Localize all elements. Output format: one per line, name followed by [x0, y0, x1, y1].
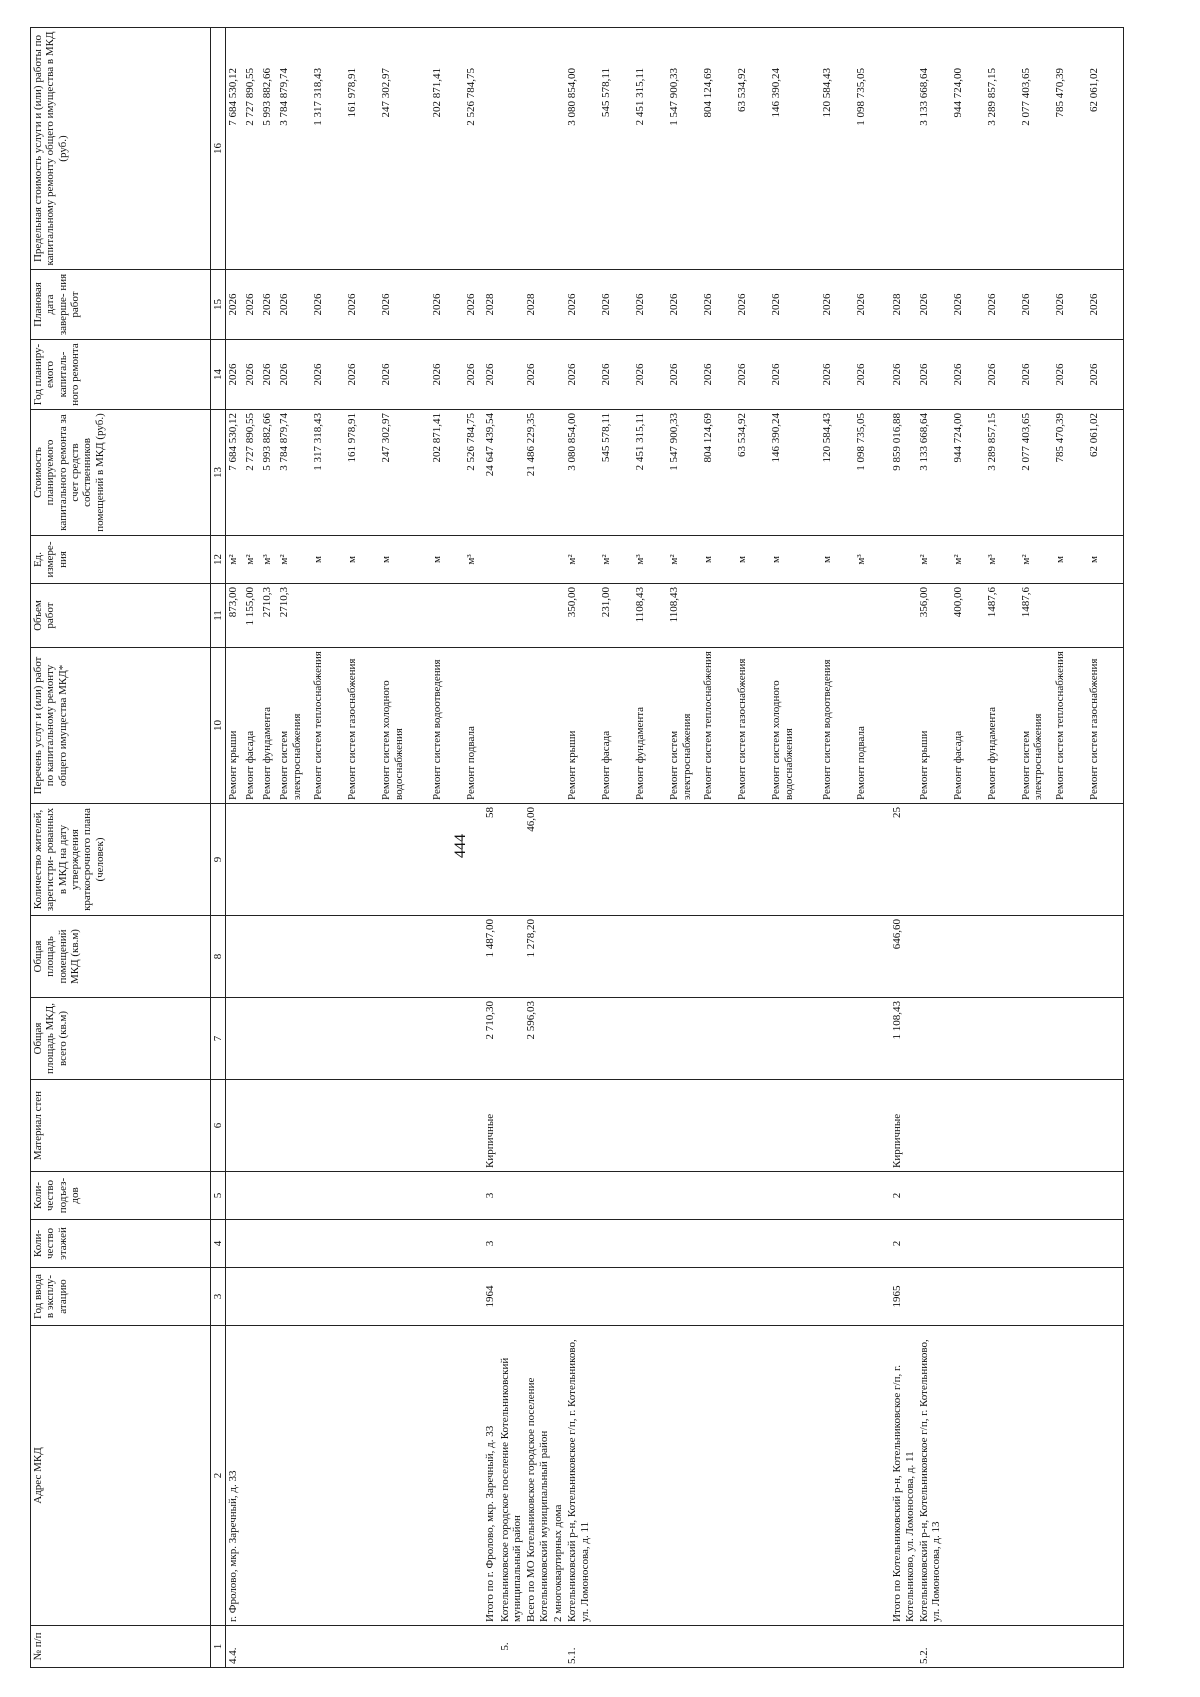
end-year: 2028 — [524, 270, 551, 340]
unit-value: м² — [244, 554, 257, 565]
header-row — [31, 28, 211, 1668]
end-value: 2026 — [431, 293, 444, 316]
year-value: 2026 — [855, 363, 868, 386]
header-cell: Ед. измере- ния — [31, 536, 211, 584]
limit-value: 1 098 735,05 — [855, 68, 868, 126]
column-number: 6 — [211, 1080, 226, 1172]
section-label: Котельниковское городское поселение Котельниковский муниципальный район — [498, 1326, 525, 1626]
list-item: Ремонт подвала — [465, 726, 478, 800]
end-value: 2026 — [227, 293, 240, 316]
end-value: 2026 — [278, 293, 291, 316]
unit-value: м — [1087, 556, 1100, 563]
column-number: 3 — [211, 1268, 226, 1326]
year-value: 2026 — [668, 363, 681, 386]
unit-value: м² — [1019, 554, 1032, 565]
volume-value — [736, 587, 770, 644]
year-value: 2026 — [244, 363, 257, 386]
limit-value: 3 133 668,64 — [917, 68, 930, 126]
repair-year: 2026 — [524, 340, 551, 410]
house-address: г. Фролово, мкр. Заречный, д. 33 — [226, 1326, 484, 1626]
row-number: 5.1. — [565, 1626, 890, 1668]
list-item: Ремонт систем теплоснабжения — [1053, 651, 1066, 800]
limit-value: 3 289 857,15 — [985, 68, 998, 126]
end-value: 2026 — [380, 293, 393, 316]
volume-value: 350,00 — [566, 587, 579, 618]
list-item: Ремонт фундамента — [634, 706, 647, 800]
unit-list — [226, 536, 484, 584]
limit-value: 3 784 879,74 — [278, 68, 291, 126]
column-number: 15 — [211, 270, 226, 340]
column-number: 14 — [211, 340, 226, 410]
year-value: 2026 — [702, 363, 715, 386]
table-row — [565, 28, 890, 1668]
year-value: 2026 — [1053, 363, 1066, 386]
header-cell: Общая площадь МКД, всего (кв.м) — [31, 998, 211, 1080]
header-cell: Стоимость планируемого капитального ремонта за счет средств собственников помещений в МКД (руб.) — [31, 410, 211, 536]
column-number: 11 — [211, 584, 226, 648]
end-value: 2026 — [951, 293, 964, 316]
total-label: Итого по г. Фролово, мкр. Заречный, д. 33 — [483, 1326, 497, 1626]
header-cell: Материал стен — [31, 1080, 211, 1172]
row-number: 4.4. — [226, 1626, 484, 1668]
list-item: Ремонт систем электроснабжения — [668, 713, 693, 800]
row-number: 5.2. — [917, 1626, 1124, 1668]
cost-value: 5 993 882,66 — [261, 413, 274, 471]
year-value: 2026 — [227, 363, 240, 386]
unit-list — [565, 536, 890, 584]
house-address: Котельниковский р-н, Котельниковское г/п, г. Котельниково, ул. Ломоносова, д. 11 — [565, 1326, 890, 1626]
column-number: 1 — [211, 1626, 226, 1668]
cost-value: 785 470,39 — [1053, 413, 1066, 463]
year-value: 2026 — [634, 363, 647, 386]
rotated-page — [30, 28, 1150, 1668]
limit-value: 146 390,24 — [770, 68, 783, 118]
year-built: 1964 — [483, 1268, 497, 1326]
total-cost: 9 859 016,88 — [890, 410, 917, 536]
cost-value: 3 784 879,74 — [278, 413, 291, 471]
volume-value: 873,00 — [227, 587, 240, 618]
total-cost: 21 486 229,35 — [524, 410, 551, 536]
cost-value: 3 133 668,64 — [917, 413, 930, 471]
header-cell: Перечень услуг и (или) работ по капитальному ремонту общего имущества МКД* — [31, 648, 211, 804]
end-value: 2026 — [261, 293, 274, 316]
end-value: 2026 — [600, 293, 613, 316]
end-value: 2026 — [702, 293, 715, 316]
year-value: 2026 — [380, 363, 393, 386]
limit-value: 7 684 530,12 — [227, 68, 240, 126]
list-item: Ремонт фундамента — [261, 706, 274, 800]
year-value: 2026 — [821, 363, 834, 386]
limit-value: 785 470,39 — [1053, 68, 1066, 118]
volume-value — [346, 587, 380, 644]
wall-material: Кирпичные — [890, 1080, 917, 1172]
list-item: Ремонт систем теплоснабжения — [312, 651, 325, 800]
limit-value: 2 727 890,55 — [244, 68, 257, 126]
header-cell: № п/п — [31, 1626, 211, 1668]
list-item: Ремонт крыши — [917, 730, 930, 800]
header-cell: Коли- чество подъез- дов — [31, 1172, 211, 1220]
entrances: 2 — [890, 1172, 917, 1220]
volume-value: 1487,6 — [1019, 587, 1032, 618]
limit-value: 2 077 403,65 — [1019, 68, 1032, 126]
volume-value — [1054, 587, 1088, 644]
volume-value: 1487,6 — [985, 587, 998, 618]
end-value: 2026 — [770, 293, 783, 316]
cost-value: 63 534,92 — [736, 413, 749, 457]
wall-material: Кирпичные — [483, 1080, 497, 1172]
works-list — [917, 648, 1124, 804]
header-cell: Год ввода в эксплу- атацию — [31, 1268, 211, 1326]
list-item: Ремонт подвала — [855, 726, 868, 800]
end-value: 2026 — [312, 293, 325, 316]
unit-value: м² — [278, 554, 291, 565]
house-address: Котельниковский р-н, Котельниковское г/п, г. Котельниково, ул. Ломоносова, д. 13 — [917, 1326, 1124, 1626]
year-value: 2026 — [278, 363, 291, 386]
cost-list — [226, 410, 484, 536]
cost-list — [917, 410, 1124, 536]
table-row — [226, 28, 484, 1668]
year-value: 2026 — [1019, 363, 1032, 386]
end-value: 2026 — [465, 293, 478, 316]
list-item: Ремонт систем водоотведения — [821, 659, 834, 800]
end-value: 2026 — [1087, 293, 1100, 316]
list-item: Ремонт крыши — [566, 730, 579, 800]
cost-value: 62 061,02 — [1087, 413, 1100, 457]
header-cell: Общая площадь помещений МКД (кв.м) — [31, 916, 211, 998]
total-label: Итого по Котельниковский р-н, Котельниковское г/п, г. Котельниково, ул. Ломоносова, д. 11 — [890, 1326, 917, 1626]
list-item: Ремонт систем электроснабжения — [278, 713, 303, 800]
list-item: Ремонт фасада — [600, 730, 613, 800]
limit-value: 944 724,00 — [951, 68, 964, 118]
table-row — [917, 28, 1124, 1668]
unit-value: м — [770, 556, 783, 563]
list-item: Ремонт систем теплоснабжения — [702, 651, 715, 800]
cost-value: 120 584,43 — [821, 413, 834, 463]
limit-value: 545 578,11 — [600, 68, 613, 118]
year-value: 2026 — [465, 363, 478, 386]
header-cell: Коли- чество этажей — [31, 1220, 211, 1268]
end-year: 2028 — [483, 270, 497, 340]
volume-list — [917, 584, 1124, 648]
volume-value: 400,00 — [951, 587, 964, 618]
column-number: 9 — [211, 804, 226, 916]
list-item: Ремонт крыши — [227, 730, 240, 800]
column-number: 10 — [211, 648, 226, 804]
area-premises: 646,60 — [890, 916, 917, 998]
end-value: 2026 — [1053, 293, 1066, 316]
limit-value: 804 124,69 — [702, 68, 715, 118]
volume-value: 231,00 — [600, 587, 613, 618]
repair-year: 2026 — [890, 340, 917, 410]
year-value: 2026 — [1087, 363, 1100, 386]
unit-list — [917, 536, 1124, 584]
total-cost: 24 647 439,54 — [483, 410, 497, 536]
column-number: 2 — [211, 1326, 226, 1626]
limit-value: 62 061,02 — [1087, 68, 1100, 112]
residents: 58 — [483, 804, 497, 916]
unit-value: м³ — [985, 554, 998, 565]
column-number: 5 — [211, 1172, 226, 1220]
year-value: 2026 — [346, 363, 359, 386]
volume-value — [855, 587, 889, 644]
year-list — [226, 340, 484, 410]
list-item: Ремонт фундамента — [985, 706, 998, 800]
list-item: Ремонт систем газоснабжения — [346, 658, 359, 800]
volume-list — [565, 584, 890, 648]
unit-value: м — [821, 556, 834, 563]
cost-value: 2 077 403,65 — [1019, 413, 1032, 471]
volume-value: 2710,3 — [278, 587, 291, 618]
house-count: 2 многоквартирных дома — [551, 1326, 565, 1626]
unit-value: м³ — [855, 554, 868, 565]
list-item: Ремонт систем холодного водоснабжения — [380, 680, 405, 800]
residents: 46,00 — [524, 804, 551, 916]
end-value: 2026 — [634, 293, 647, 316]
list-item: Ремонт фасада — [951, 730, 964, 800]
cost-list — [565, 410, 890, 536]
list-item: Ремонт систем газоснабжения — [736, 658, 749, 800]
table-row — [524, 28, 551, 1668]
unit-value: м² — [668, 554, 681, 565]
limit-value: 120 584,43 — [821, 68, 834, 118]
limit-value: 247 302,97 — [380, 68, 393, 118]
limit-value: 5 993 882,66 — [261, 68, 274, 126]
cost-value: 3 289 857,15 — [985, 413, 998, 471]
list-item: Ремонт систем водоотведения — [431, 659, 444, 800]
limit-value: 202 871,41 — [431, 68, 444, 118]
cost-value: 2 727 890,55 — [244, 413, 257, 471]
end-value: 2026 — [668, 293, 681, 316]
unit-value: м — [1053, 556, 1066, 563]
year-value: 2026 — [312, 363, 325, 386]
unit-value: м — [431, 556, 444, 563]
list-item: Ремонт систем электроснабжения — [1019, 713, 1045, 800]
volume-value — [431, 587, 465, 644]
volume-value — [821, 587, 855, 644]
unit-value: м — [380, 556, 393, 563]
header-cell: Объем работ — [31, 584, 211, 648]
year-value: 2026 — [431, 363, 444, 386]
year-list — [917, 340, 1124, 410]
year-value: 2026 — [917, 363, 930, 386]
area-premises: 1 278,20 — [524, 916, 551, 998]
capital-repair-table — [30, 27, 1124, 1668]
unit-value: м — [736, 556, 749, 563]
unit-value: м — [346, 556, 359, 563]
cost-value: 161 978,91 — [346, 413, 359, 463]
unit-value: м² — [917, 554, 930, 565]
unit-value: м³ — [634, 554, 647, 565]
limit-value: 63 534,92 — [736, 68, 749, 112]
header-cell: Предельная стоимость услуги и (или) работы по капитальному ремонту общего имущества в МКД (руб.) — [31, 28, 211, 270]
unit-value: м² — [951, 554, 964, 565]
column-number: 4 — [211, 1220, 226, 1268]
cost-value: 1 098 735,05 — [855, 413, 868, 471]
works-list — [226, 648, 484, 804]
volume-list — [226, 584, 484, 648]
volume-value — [702, 587, 736, 644]
unit-value: м² — [600, 554, 613, 565]
end-value: 2026 — [566, 293, 579, 316]
year-value: 2026 — [566, 363, 579, 386]
cost-value: 2 526 784,75 — [465, 413, 478, 471]
year-value: 2026 — [261, 363, 274, 386]
area-total: 1 108,43 — [890, 998, 917, 1080]
unit-value: м — [312, 556, 325, 563]
limit-list — [226, 28, 484, 270]
cost-value: 2 451 315,11 — [634, 413, 647, 471]
limit-value: 161 978,91 — [346, 68, 359, 118]
area-premises: 1 487,00 — [483, 916, 497, 998]
cost-value: 7 684 530,12 — [227, 413, 240, 471]
end-value: 2026 — [917, 293, 930, 316]
year-value: 2026 — [985, 363, 998, 386]
floors: 2 — [890, 1220, 917, 1268]
column-number-row — [211, 28, 226, 1668]
end-value: 2026 — [821, 293, 834, 316]
table-row — [551, 28, 565, 1668]
unit-value: м³ — [465, 554, 478, 565]
cost-value: 1 317 318,43 — [312, 413, 325, 471]
cost-value: 247 302,97 — [380, 413, 393, 463]
year-value: 2026 — [951, 363, 964, 386]
header-cell: Количество жителей, зарегистри- рованных в МКД на дату утверждения краткосрочного плана (человек) — [31, 804, 211, 916]
end-date-list — [565, 270, 890, 340]
volume-value — [770, 587, 821, 644]
entrances: 3 — [483, 1172, 497, 1220]
year-built: 1965 — [890, 1268, 917, 1326]
table-row — [498, 28, 525, 1668]
list-item: Ремонт фасада — [244, 730, 257, 800]
works-list — [565, 648, 890, 804]
volume-value: 1 155,00 — [244, 587, 257, 626]
header-cell: Плановая дата заверше- ния работ — [31, 270, 211, 340]
unit-value: м³ — [261, 554, 274, 565]
end-date-list — [917, 270, 1124, 340]
limit-value: 2 451 315,11 — [634, 68, 647, 126]
volume-value: 356,00 — [917, 587, 930, 618]
year-value: 2026 — [600, 363, 613, 386]
volume-value — [312, 587, 346, 644]
area-total: 2 710,30 — [483, 998, 497, 1080]
cost-value: 146 390,24 — [770, 413, 783, 463]
header-cell: Адрес МКД — [31, 1326, 211, 1626]
section-number: 5. — [498, 1626, 525, 1668]
header-cell: Год планиру- емого капиталь- ного ремонта — [31, 340, 211, 410]
unit-value: м — [702, 556, 715, 563]
page-number: 444 — [452, 834, 469, 858]
unit-value: м² — [566, 554, 579, 565]
cost-value: 3 080 854,00 — [566, 413, 579, 471]
year-value: 2026 — [736, 363, 749, 386]
column-number: 16 — [211, 28, 226, 270]
cost-value: 1 547 900,33 — [668, 413, 681, 471]
volume-value — [465, 587, 482, 644]
end-value: 2026 — [1019, 293, 1032, 316]
year-value: 2026 — [770, 363, 783, 386]
column-number: 7 — [211, 998, 226, 1080]
repair-year: 2026 — [483, 340, 497, 410]
cost-value: 804 124,69 — [702, 413, 715, 463]
list-item: Ремонт систем холодного водоснабжения — [770, 680, 795, 800]
limit-value: 1 547 900,33 — [668, 68, 681, 126]
volume-value — [380, 587, 431, 644]
end-value: 2026 — [736, 293, 749, 316]
unit-value: м² — [227, 554, 240, 565]
cost-value: 202 871,41 — [431, 413, 444, 463]
column-number: 13 — [211, 410, 226, 536]
limit-list — [565, 28, 890, 270]
end-value: 2026 — [346, 293, 359, 316]
column-number: 12 — [211, 536, 226, 584]
column-number: 8 — [211, 916, 226, 998]
end-value: 2026 — [855, 293, 868, 316]
area-total: 2 596,03 — [524, 998, 551, 1080]
floors: 3 — [483, 1220, 497, 1268]
volume-value: 2710,3 — [261, 587, 274, 618]
end-year: 2028 — [890, 270, 917, 340]
volume-value: 1108,43 — [634, 587, 647, 623]
volume-value — [1088, 587, 1122, 644]
end-date-list — [226, 270, 484, 340]
volume-value: 1108,43 — [668, 587, 681, 623]
limit-list — [917, 28, 1124, 270]
limit-value: 1 317 318,43 — [312, 68, 325, 126]
end-value: 2026 — [244, 293, 257, 316]
cost-value: 944 724,00 — [951, 413, 964, 463]
table-row — [890, 28, 917, 1668]
list-item: Ремонт систем газоснабжения — [1087, 658, 1100, 800]
table-row — [483, 28, 497, 1668]
limit-value: 2 526 784,75 — [465, 68, 478, 126]
cost-value: 545 578,11 — [600, 413, 613, 463]
residents: 25 — [890, 804, 917, 916]
end-value: 2026 — [985, 293, 998, 316]
limit-value: 3 080 854,00 — [566, 68, 579, 126]
year-list — [565, 340, 890, 410]
total-label: Всего по МО Котельниковское городское поселение Котельниковский муниципальный район — [524, 1326, 551, 1626]
